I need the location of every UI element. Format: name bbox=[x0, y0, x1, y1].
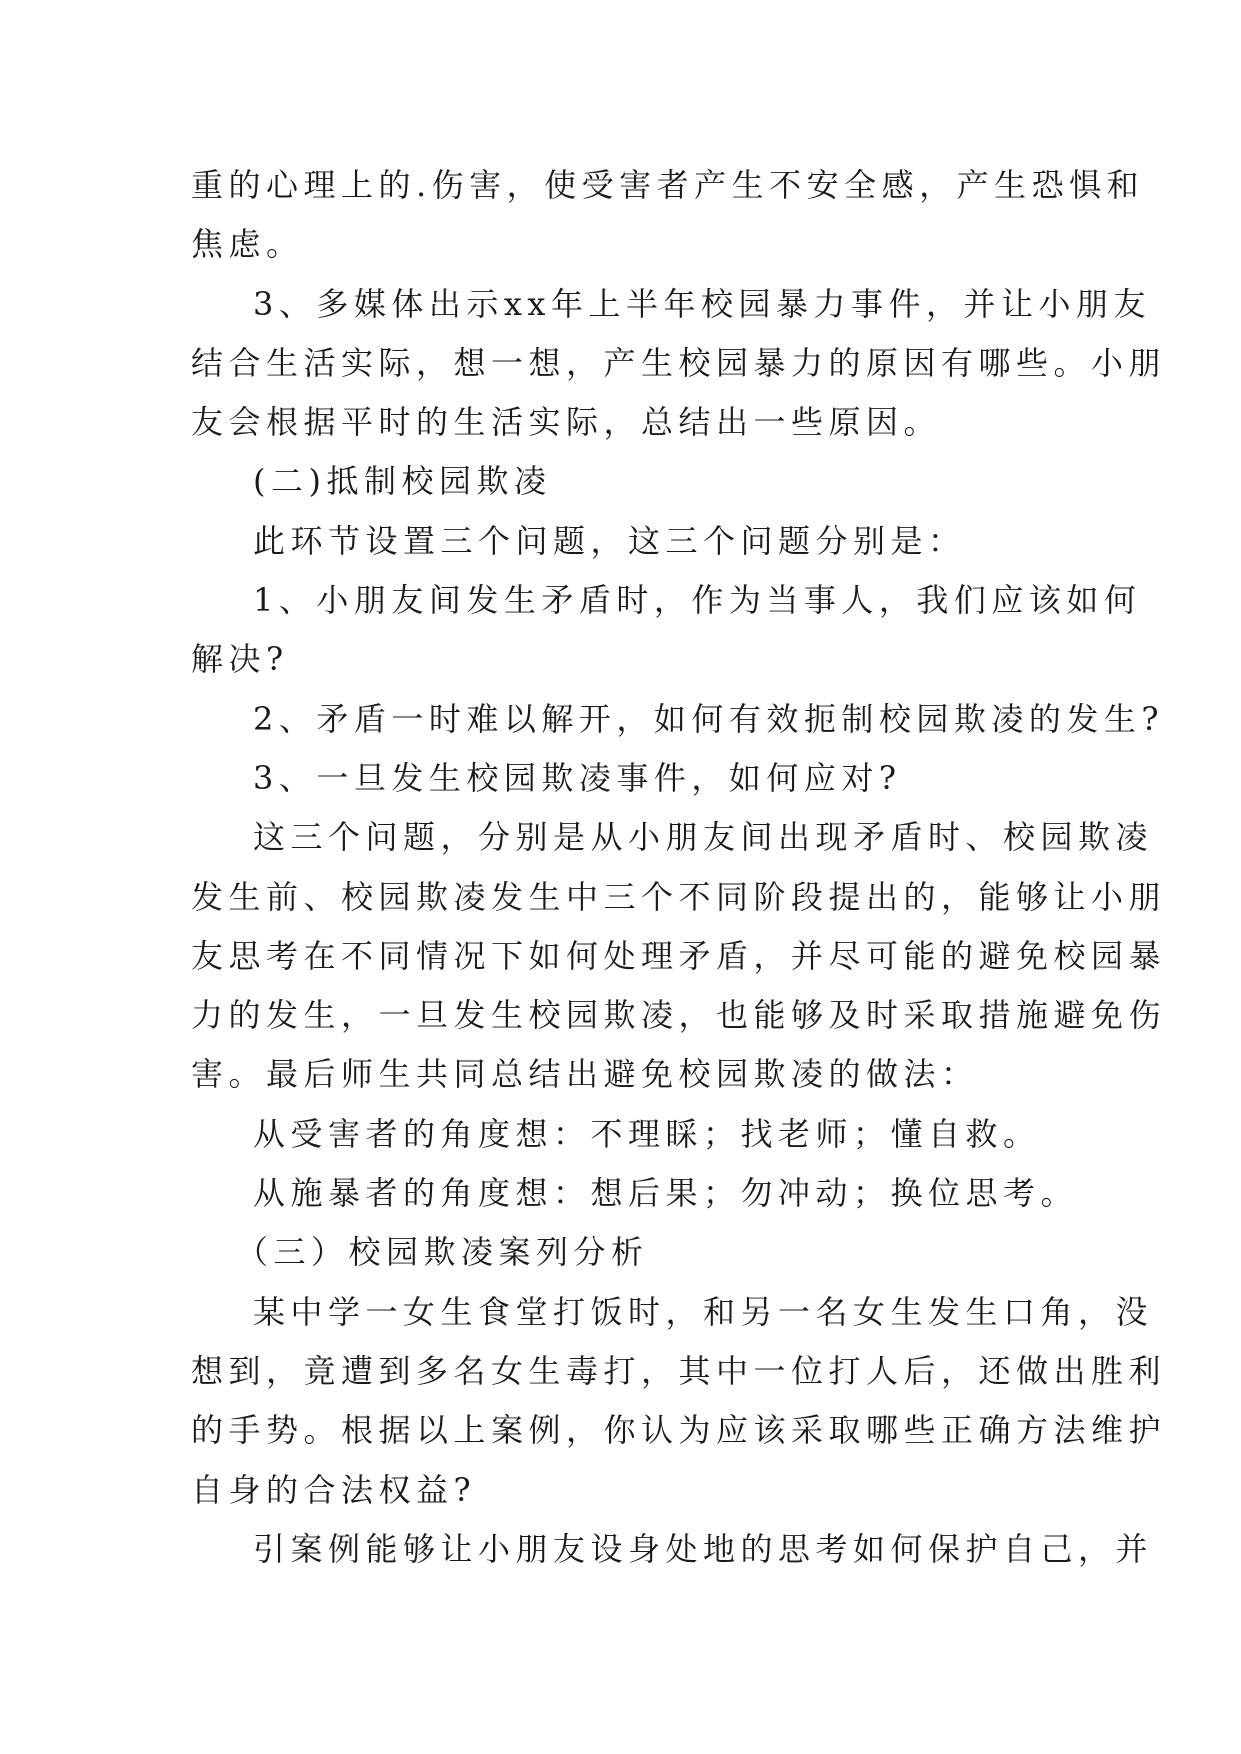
body-line: 焦虑。 bbox=[191, 225, 304, 264]
body-line: 此环节设置三个问题，这三个问题分别是： bbox=[253, 521, 966, 560]
body-line: 这三个问题，分别是从小朋友间出现矛盾时、校园欺凌 bbox=[253, 818, 1154, 857]
section-heading: （三）校园欺凌案列分析 bbox=[236, 1233, 649, 1272]
body-line: 友思考在不同情况下如何处理矛盾，并尽可能的避免校园暴 bbox=[191, 936, 1167, 975]
body-line: 害。最后师生共同总结出避免校园欺凌的做法： bbox=[191, 1055, 979, 1094]
body-line: 友会根据平时的生活实际，总结出一些原因。 bbox=[191, 403, 942, 442]
body-line: 从施暴者的角度想：想后果；勿冲动；换位思考。 bbox=[253, 1174, 1079, 1213]
question-line: 3、一旦发生校园欺凌事件，如何应对? bbox=[253, 758, 902, 797]
body-line: 发生前、校园欺凌发生中三个不同阶段提出的，能够让小朋 bbox=[191, 877, 1167, 916]
body-line: 3、多媒体出示xx年上半年校园暴力事件，并让小朋友 bbox=[253, 284, 1151, 323]
body-line: 从受害者的角度想：不理睬；找老师；懂自救。 bbox=[253, 1114, 1041, 1153]
question-line: 解决? bbox=[191, 640, 289, 679]
section-heading: (二)抵制校园欺凌 bbox=[253, 462, 552, 501]
body-line: 重的心理上的.伤害，使受害者产生不安全感，产生恐惧和 bbox=[191, 166, 1145, 204]
body-line: 想到，竟遭到多名女生毒打，其中一位打人后，还做出胜利 bbox=[191, 1351, 1167, 1390]
body-line: 的手势。根据以上案例，你认为应该采取哪些正确方法维护 bbox=[191, 1411, 1167, 1450]
body-line: 某中学一女生食堂打饭时，和另一名女生发生口角，没 bbox=[253, 1292, 1154, 1331]
body-line: 结合生活实际，想一想，产生校园暴力的原因有哪些。小朋 bbox=[191, 343, 1167, 382]
body-line: 力的发生，一旦发生校园欺凌，也能够及时采取措施避免伤 bbox=[191, 996, 1167, 1035]
body-line: 引案例能够让小朋友设身处地的思考如何保护自己，并 bbox=[253, 1529, 1154, 1568]
question-line: 2、矛盾一时难以解开，如何有效扼制校园欺凌的发生? bbox=[253, 699, 1165, 738]
document-body bbox=[191, 156, 1167, 1579]
body-line: 自身的合法权益? bbox=[191, 1470, 477, 1509]
question-line: 1、小朋友间发生矛盾时，作为当事人，我们应该如何 bbox=[253, 581, 1142, 620]
